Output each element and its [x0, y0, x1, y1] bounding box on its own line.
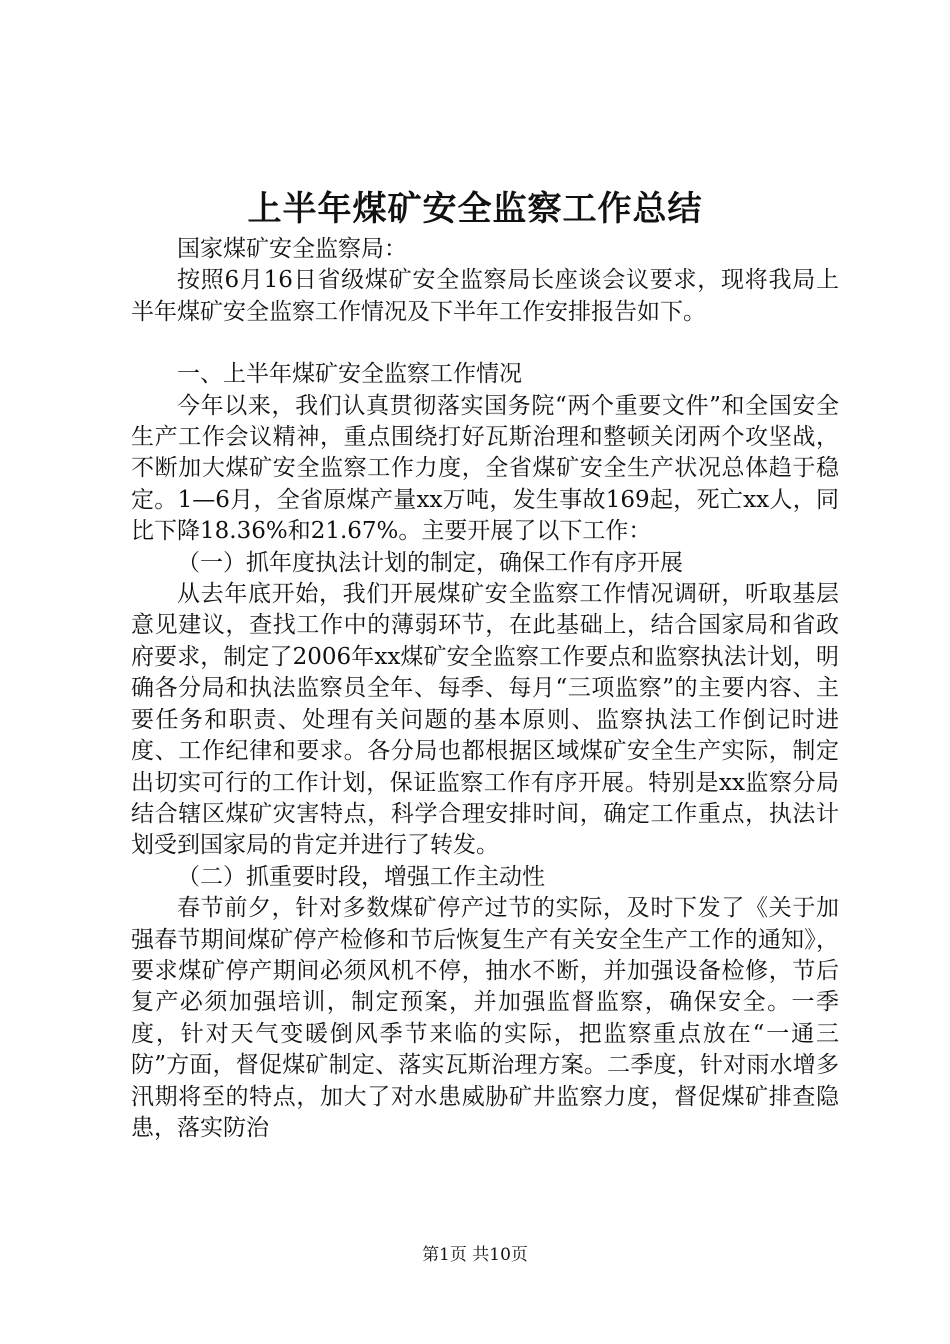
body-paragraph: 春节前夕，针对多数煤矿停产过节的实际，及时下发了《关于加强春节期间煤矿停产检修和节后恢复生产有关安全生产工作的通知》，要求煤矿停产期间必须风机不停，抽水不断，并加强设备检修，节后复产必须加强培训，制定预案，并加强监督监察，确保安全。一季度，针对天气变暖倒风季节来临的实际，把监察重点放在“一通三防”方面，督促煤矿制定、落实瓦斯治理方案。二季度，针对雨水增多汛期将至的特点，加大了对水患威胁矿井监察力度，督促煤矿排查隐患，落实防治	[131, 895, 839, 1141]
section-heading-1: 一、上半年煤矿安全监察工作情况	[177, 361, 522, 388]
subsection-heading-2: （二）抓重要时段，增强工作主动性	[177, 863, 545, 890]
body-paragraph: 从去年底开始，我们开展煤矿安全监察工作情况调研，听取基层意见建议，查找工作中的薄弱环节，在此基础上，结合国家局和省政府要求，制定了2006年xx煤矿安全监察工作要点和监察执法计划，明确各分局和执法监察员全年、每季、每月“三项监察”的主要内容、主要任务和职责、处理有关问题的基本原则、监察执法工作倒记时进度、工作纪律和要求。各分局也都根据区域煤矿安全生产实际，制定出切实可行的工作计划，保证监察工作有序开展。特别是xx监察分局结合辖区煤矿灾害特点，科学合理安排时间，确定工作重点，执法计划受到国家局的肯定并进行了转发。	[131, 581, 839, 859]
page-number: 第1页 共10页	[422, 1245, 528, 1265]
body-paragraph: 今年以来，我们认真贯彻落实国务院“两个重要文件”和全国安全生产工作会议精神，重点围绕打好瓦斯治理和整顿关闭两个攻坚战，不断加大煤矿安全监察工作力度，全省煤矿安全生产状况总体趋于稳定。1—6月，全省原煤产量xx万吨，发生事故169起，死亡xx人，同比下降18.36%和21.67%。主要开展了以下工作：	[131, 392, 839, 545]
document-body	[131, 234, 839, 1144]
document-title: 上半年煤矿安全监察工作总结	[247, 189, 703, 229]
salutation: 国家煤矿安全监察局：	[177, 236, 407, 262]
intro-paragraph: 按照6月16日省级煤矿安全监察局长座谈会议要求，现将我局上半年煤矿安全监察工作情况及下半年工作安排报告如下。	[131, 267, 839, 325]
subsection-heading-1: （一）抓年度执法计划的制定，确保工作有序开展	[177, 549, 683, 576]
